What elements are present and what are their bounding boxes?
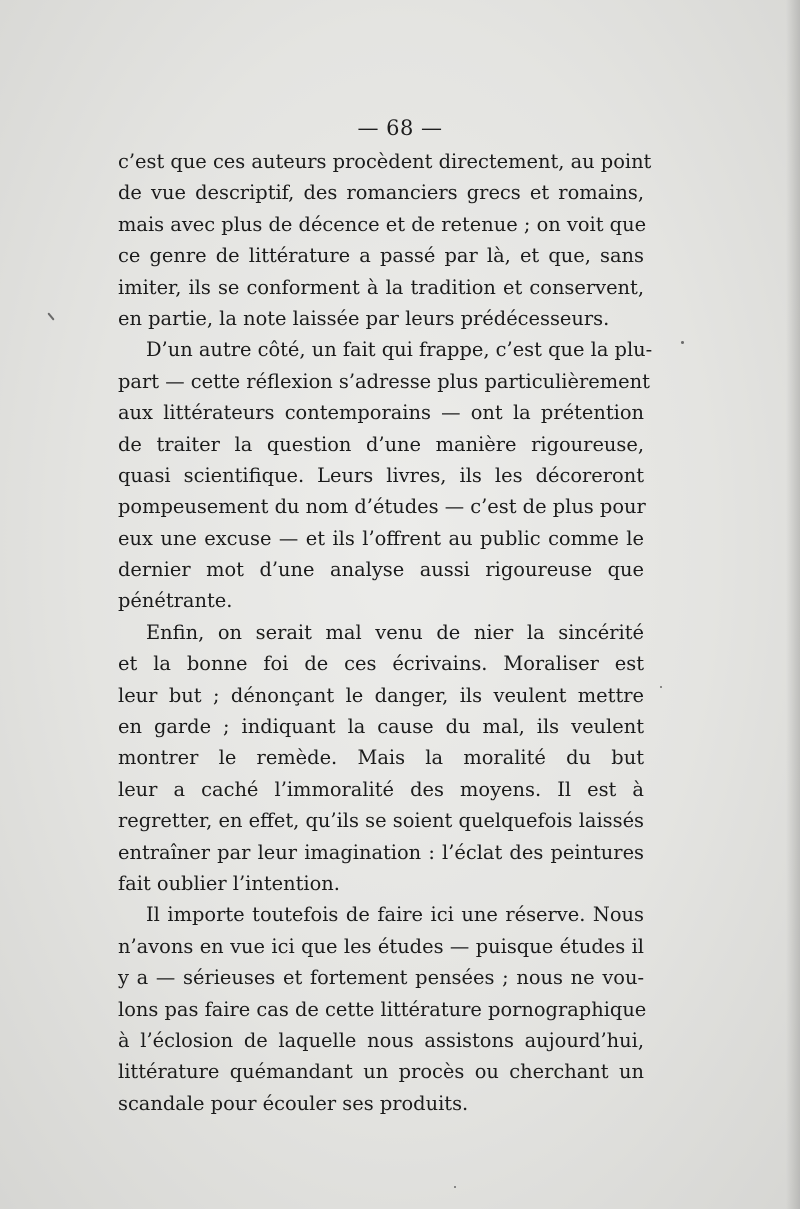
text-line: aux littérateurs contemporains — ont la prétention — [118, 401, 644, 425]
scan-speck — [681, 341, 684, 344]
text-line: n’avons en vue ici que les études — puisque études il — [118, 934, 644, 958]
text-line: montrer le remède. Mais la moralité du but — [118, 746, 644, 770]
text-line: imiter, ils se conforment à la tradition et conservent, — [118, 275, 644, 299]
text-line: à l’éclosion de laquelle nous assistons aujourd’hui, — [118, 1028, 644, 1052]
text-line: pénétrante. — [118, 589, 233, 613]
text-line: fait oublier l’intention. — [118, 871, 340, 895]
scan-speck — [454, 1186, 456, 1188]
text-line: mais avec plus de décence et de retenue ; on voit que — [118, 212, 647, 236]
text-line: entraîner par leur imagination : l’éclat des peintures — [118, 840, 644, 864]
text-line: eux une excuse — et ils l’offrent au public comme le — [118, 526, 644, 550]
text-line: c’est que ces auteurs procèdent directement, au point — [118, 150, 652, 173]
text-line: littérature quémandant un procès ou cherchant un — [118, 1060, 644, 1084]
text-line: leur a caché l’immoralité des moyens. Il est à — [118, 777, 644, 801]
text-line: en garde ; indiquant la cause du mal, ils veulent — [118, 715, 644, 739]
text-line: lons pas faire cas de cette littérature pornographique — [118, 997, 647, 1021]
text-line: ce genre de littérature a passé par là, et que, sans — [118, 244, 644, 268]
page-number: — 68 — — [357, 116, 443, 140]
text-line: et la bonne foi de ces écrivains. Moraliser est — [118, 652, 644, 676]
text-line: de vue descriptif, des romanciers grecs et romains, — [118, 181, 644, 205]
text-line: leur but ; dénonçant le danger, ils veulent mettre — [118, 683, 644, 707]
scan-speck — [660, 686, 662, 688]
text-line: de traiter la question d’une manière rigoureuse, — [118, 432, 644, 456]
text-line: scandale pour écouler ses produits. — [118, 1091, 469, 1115]
text-line: Il importe toutefois de faire ici une réserve. Nous — [146, 903, 644, 927]
text-line: pompeusement du nom d’études — c’est de plus pour — [118, 495, 646, 519]
text-line: regretter, en effet, qu’ils se soient quelquefois laissés — [118, 809, 644, 833]
text-line: y a — sérieuses et fortement pensées ; nous ne vou- — [118, 966, 644, 990]
text-line: Enfin, on serait mal venu de nier la sincérité — [146, 620, 644, 644]
text-line: dernier mot d’une analyse aussi rigoureuse que — [118, 558, 644, 582]
text-line: part — cette réflexion s’adresse plus particulièrement — [118, 369, 650, 393]
text-line: D’un autre côté, un fait qui frappe, c’est que la plu- — [146, 338, 653, 362]
text-line: en partie, la note laissée par leurs prédécesseurs. — [118, 306, 610, 330]
body-text — [118, 146, 653, 1119]
page-edge-shadow — [786, 0, 800, 1209]
text-line: quasi scientifique. Leurs livres, ils les décoreront — [118, 463, 644, 487]
